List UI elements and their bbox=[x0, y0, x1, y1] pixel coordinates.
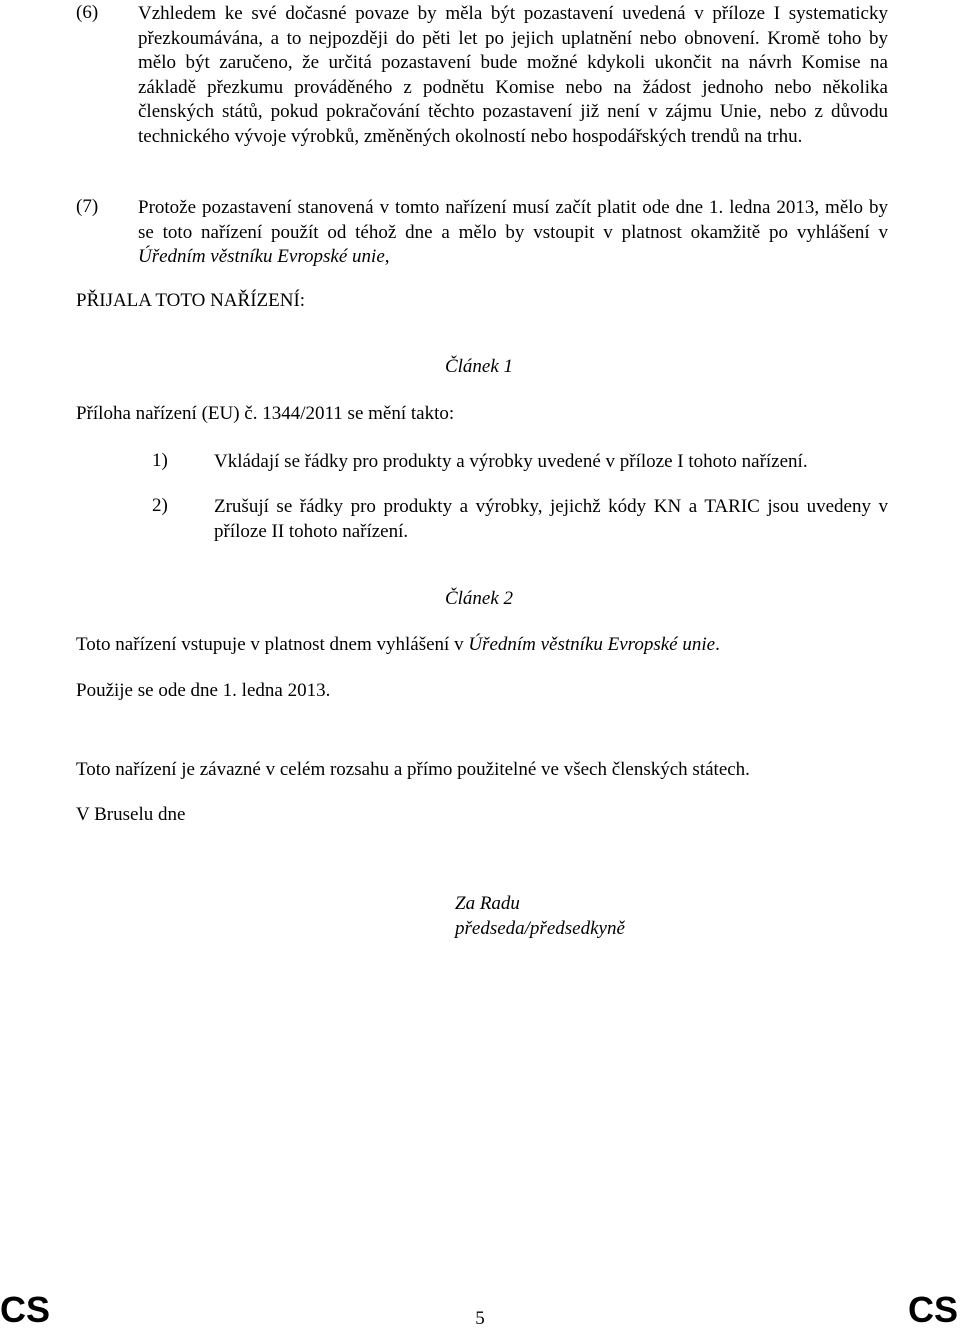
article-1-title: Článek 1 bbox=[444, 356, 514, 377]
recital-text bbox=[138, 196, 888, 270]
entry-text-part: . bbox=[715, 634, 720, 655]
signature-council: Za Radu bbox=[455, 893, 520, 914]
article-2-title: Článek 2 bbox=[444, 588, 514, 609]
place-and-date: V Bruselu dne bbox=[76, 804, 186, 825]
recital-number: (6) bbox=[76, 2, 99, 23]
list-item-number: 1) bbox=[152, 450, 168, 471]
list-item-text: Vkládají se řádky pro produkty a výrobky uvedené v příloze I tohoto nařízení. bbox=[214, 451, 808, 472]
signature-president: předseda/předsedkyně bbox=[455, 918, 625, 939]
recital-text-part: , bbox=[384, 246, 390, 267]
list-item bbox=[152, 495, 888, 544]
article-1-intro: Příloha nařízení (EU) č. 1344/2011 se mění takto: bbox=[76, 403, 455, 424]
page-number: 5 bbox=[475, 1308, 485, 1329]
binding-clause: Toto nařízení je závazné v celém rozsahu a přímo použitelné ve všech členských státech. bbox=[76, 759, 750, 780]
official-journal-title: Úředním věstníku Evropské unie bbox=[138, 246, 385, 267]
list-item-text: Zrušují se řádky pro produkty a výrobky, jejichž kódy KN a TARIC jsou uvedeny v příloze II tohoto nařízení. bbox=[214, 496, 888, 542]
recital-number: (7) bbox=[76, 196, 99, 217]
recital-6 bbox=[76, 2, 888, 149]
language-code-right: CS bbox=[907, 1289, 958, 1330]
recital-7 bbox=[76, 196, 888, 270]
language-code-left: CS bbox=[0, 1289, 51, 1330]
list-item-number: 2) bbox=[152, 495, 168, 516]
entry-text-part: Toto nařízení vstupuje v platnost dnem vyhlášení v bbox=[76, 634, 469, 655]
entry-into-force bbox=[76, 633, 720, 658]
official-journal-title: Úředním věstníku Evropské unie bbox=[468, 634, 716, 655]
recital-text: Vzhledem ke své dočasné povaze by měla být pozastavení uvedená v příloze I systematicky přezkoumávána, a to nejpozději do pěti let po jejich uplatnění nebo obnovení. Kromě toho by mělo být zaručeno, že určitá pozastavení bude možné kdykoli ukončit na návrh Komise na základě přezkumu prováděného z podnětu Komise nebo na žádost jednoho nebo několika členských států, pokud pokračování těchto pozastavení již není v zájmu Unie, nebo z důvodu technického vývoje výrobků, změněných okolností nebo hospodářských trendů na trhu. bbox=[138, 3, 888, 147]
list-item bbox=[152, 450, 888, 475]
signature-block bbox=[455, 891, 625, 941]
application-date: Použije se ode dne 1. ledna 2013. bbox=[76, 680, 331, 701]
recital-text-part: Protože pozastavení stanovená v tomto nařízení musí začít platit ode dne 1. ledna 2013, mělo by se toto nařízení použít od téhož dne a mělo by vstoupit v platnost okamžitě po vyhlášení v bbox=[138, 197, 888, 243]
adoption-formula: PŘIJALA TOTO NAŘÍZENÍ: bbox=[76, 290, 306, 311]
